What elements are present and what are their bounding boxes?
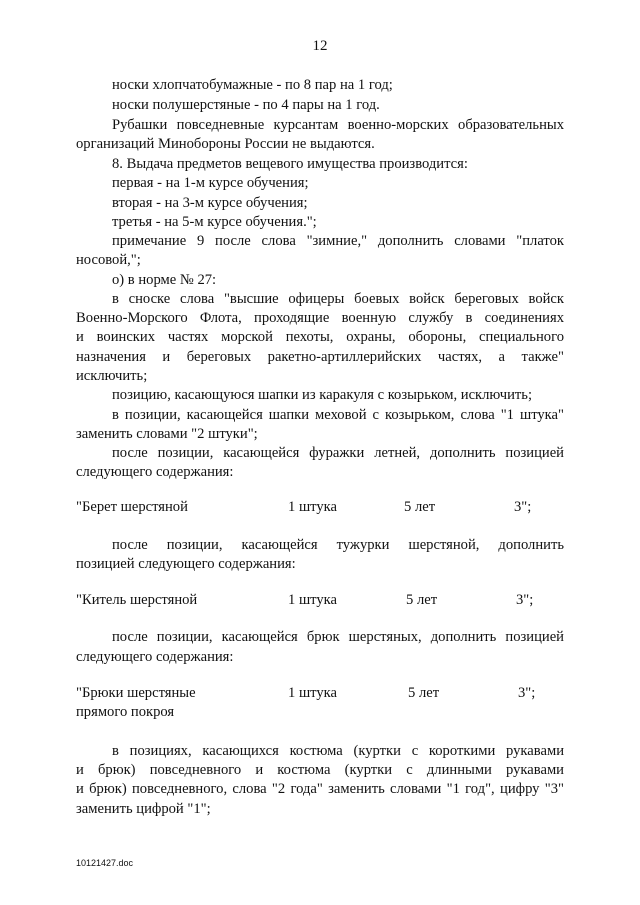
- table-row-continuation: [0, 703, 640, 721]
- text-line: следующего содержания:: [76, 649, 234, 665]
- text-line: в позиции, касающейся шапки меховой с козырьком, слова "1 штука": [112, 407, 564, 423]
- text-line: после позиции, касающейся фуражки летней, дополнить позицией: [112, 445, 564, 461]
- table-row: [0, 684, 640, 702]
- text-line: о) в норме № 27:: [112, 272, 217, 288]
- text-line: Военно-Морского Флота, проходящие военную службу в соединениях: [76, 310, 564, 326]
- item-code: 3";: [516, 592, 534, 608]
- text-line: заменить цифрой "1";: [76, 801, 211, 817]
- text-line: заменить словами "2 штуки";: [76, 426, 258, 442]
- text-line: носовой,";: [76, 252, 141, 268]
- item-term: 5 лет: [408, 685, 440, 701]
- text-line: и воинских частях морской пехоты, охраны, обороны, специального: [76, 329, 564, 345]
- file-name-footer: 10121427.doc: [76, 858, 134, 868]
- item-term: 5 лет: [406, 592, 438, 608]
- item-term: 5 лет: [404, 499, 436, 515]
- item-code: 3";: [514, 499, 532, 515]
- item-quantity: 1 штука: [288, 685, 338, 701]
- text-line: носки хлопчатобумажные - по 8 пар на 1 год;: [112, 77, 393, 93]
- item-name: "Берет шерстяной: [76, 499, 188, 515]
- text-line: следующего содержания:: [76, 464, 234, 480]
- text-line: первая - на 1-м курсе обучения;: [112, 175, 309, 191]
- item-name: "Брюки шерстяные: [76, 685, 196, 701]
- text-line: носки полушерстяные - по 4 пары на 1 год.: [112, 97, 380, 113]
- text-line: и брюк) повседневного и костюма (куртки с длинными рукавами: [76, 762, 564, 778]
- text-line: назначения и береговых ракетно-артиллерийских частях, а также": [76, 349, 564, 365]
- text-line: 8. Выдача предметов вещевого имущества производится:: [112, 156, 468, 172]
- text-line: позицию, касающуюся шапки из каракуля с козырьком, исключить;: [112, 387, 533, 403]
- page-number: 12: [312, 38, 328, 54]
- text-line: организаций Минобороны России не выдаются.: [76, 136, 375, 152]
- item-code: 3";: [518, 685, 536, 701]
- text-line: позицией следующего содержания:: [76, 556, 296, 572]
- text-line: после позиции, касающейся брюк шерстяных, дополнить позицией: [112, 629, 564, 645]
- text-line: и брюк) повседневного, слова "2 года" заменить словами "1 год", цифру "3": [76, 781, 564, 797]
- item-quantity: 1 штука: [288, 499, 338, 515]
- table-row: [0, 498, 640, 516]
- item-name: "Китель шерстяной: [76, 592, 198, 608]
- text-line: примечание 9 после слова "зимние," дополнить словами "платок: [112, 233, 564, 249]
- item-name-continuation: прямого покроя: [76, 704, 175, 720]
- text-line: в позициях, касающихся костюма (куртки с короткими рукавами: [112, 743, 564, 759]
- text-line: Рубашки повседневные курсантам военно-морских образовательных: [112, 117, 564, 133]
- text-line: вторая - на 3-м курсе обучения;: [112, 195, 308, 211]
- text-line: в сноске слова "высшие офицеры боевых войск береговых войск: [112, 291, 564, 307]
- table-row: [0, 591, 640, 609]
- text-line: третья - на 5-м курсе обучения.";: [112, 214, 317, 230]
- item-quantity: 1 штука: [288, 592, 338, 608]
- text-line: исключить;: [76, 368, 148, 384]
- text-line: после позиции, касающейся тужурки шерстяной, дополнить: [112, 537, 564, 553]
